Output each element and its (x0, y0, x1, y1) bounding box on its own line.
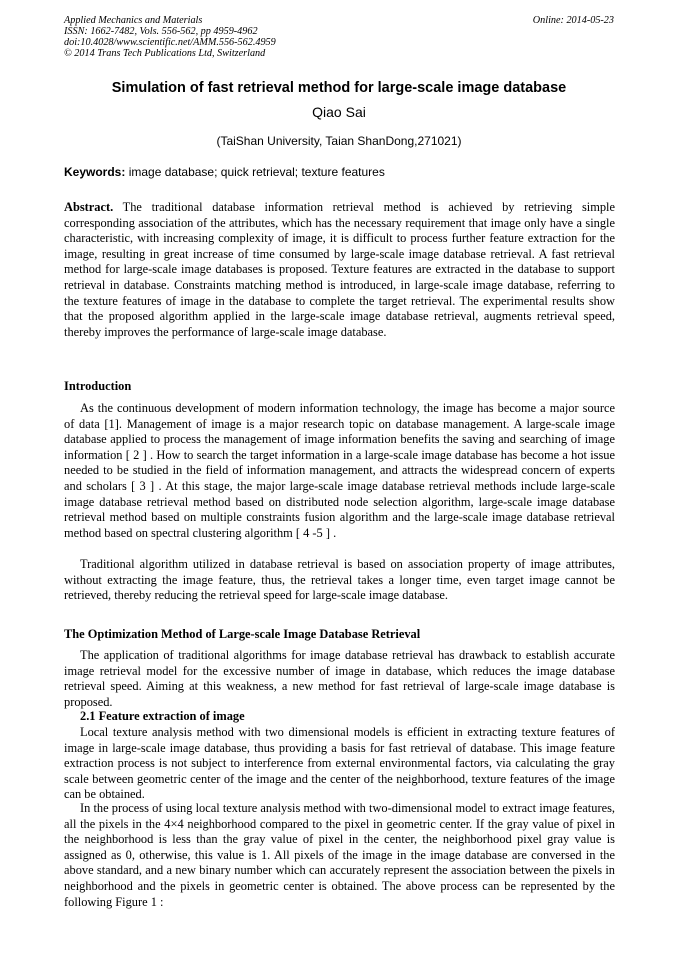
abstract-paragraph (64, 200, 615, 340)
paper-title: Simulation of fast retrieval method for large-scale image database (111, 80, 567, 96)
doi-line: doi:10.4028/www.scientific.net/AMM.556-562.4959 (64, 37, 276, 48)
keywords-label: Keywords: (64, 165, 126, 179)
optimization-heading: The Optimization Method of Large-scale Image Database Retrieval (64, 627, 421, 641)
feature-extraction-paragraph-2: In the process of using local texture analysis method with two-dimensional model to extract image features, all the pixels in the 4×4 neighborhood compared to the pixel in geometric center. If the gray value of pixel in the neighborhood is less than the gray value of pixel in the center, the neighborhood pixel gray value is assigned as 0, otherwise, this value is 1. All pixels of the image in the image database are conversed in the above standard, and a new binary number which can accurately represent the association between the pixels in neighborhood and the pixels in geometric center is obtained. The above process can be represented by the following Figure 1 : (64, 801, 615, 909)
abstract-text: The traditional database information retrieval method is achieved by retrieving simple corresponding association of the attributes, which has the necessary requirement that image only have a single characteristic, with increasing complexity of image, it is difficult to process further feature extraction for the image, resulting in great increase of time consumed by large-scale image database retrieval. A fast retrieval method for large-scale image databases is proposed. Texture features are extracted in the database to support retrieval in database. Constraints matching method is introduced, in large-scale image database, referring to the texture features of image in the database to complete the target retrieval. The experimental results show that the proposed algorithm applied in the large-scale image database retrieval, augments retrieval speed, thereby improves the performance of large-scale image database. (64, 200, 615, 339)
affiliation: (TaiShan University, Taian ShanDong,271021) (216, 134, 462, 148)
copyright-line: © 2014 Trans Tech Publications Ltd, Switzerland (64, 48, 266, 59)
abstract-label: Abstract. (64, 200, 114, 214)
optimization-paragraph-1: The application of traditional algorithms for image database retrieval has drawback to establish accurate image retrieval model for the excessive number of image in database, which reduces the image database retrieval speed. Aiming at this weakness, a new method for fast retrieval of large-scale image database is proposed. (64, 648, 615, 709)
issn-line: ISSN: 1662-7482, Vols. 556-562, pp 4959-4962 (64, 26, 258, 37)
introduction-paragraph-2: Traditional algorithm utilized in database retrieval is based on association property of image attributes, without extracting the image feature, thus, the retrieval takes a longer time, even target image cannot be retrieved, thereby reducing the retrieval speed for large-scale image database. (64, 557, 615, 603)
introduction-heading: Introduction (64, 379, 132, 393)
author-name: Qiao Sai (312, 104, 366, 120)
keywords-text: image database; quick retrieval; texture features (128, 165, 385, 179)
keywords-line (64, 165, 385, 179)
introduction-paragraph-1: As the continuous development of modern information technology, the image has become a major source of data [1]. Management of image is a major research topic on database management. A large-scale image database applied to process the management of image information benefits the saving and searching of image information [ 2 ] . How to search the target information in a large-scale image database has become a hot issue needed to be studied in the field of information management, and attracts the widespread concern of experts and scholars [ 3 ] . At this stage, the major large-scale image database retrieval methods include large-scale image database retrieval method based on distributed node selection algorithm, large-scale image database retrieval method based on multiple constraints fusion algorithm and the large-scale image database retrieval method based on spectral clustering algorithm [ 4 -5 ] . (64, 401, 615, 540)
journal-name: Applied Mechanics and Materials (64, 15, 203, 26)
online-date: Online: 2014-05-23 (532, 15, 614, 26)
feature-extraction-paragraph-1: Local texture analysis method with two dimensional models is efficient in extracting texture features of image in large-scale image database, thus providing a basis for fast retrieval of database. This image feature extraction process is not subject to interference from external environmental factors, via calculating the gray scale between geometric center of the image and the center of the neighborhood, texture features of the image can be obtained. (64, 725, 615, 802)
feature-extraction-heading: 2.1 Feature extraction of image (80, 709, 245, 723)
